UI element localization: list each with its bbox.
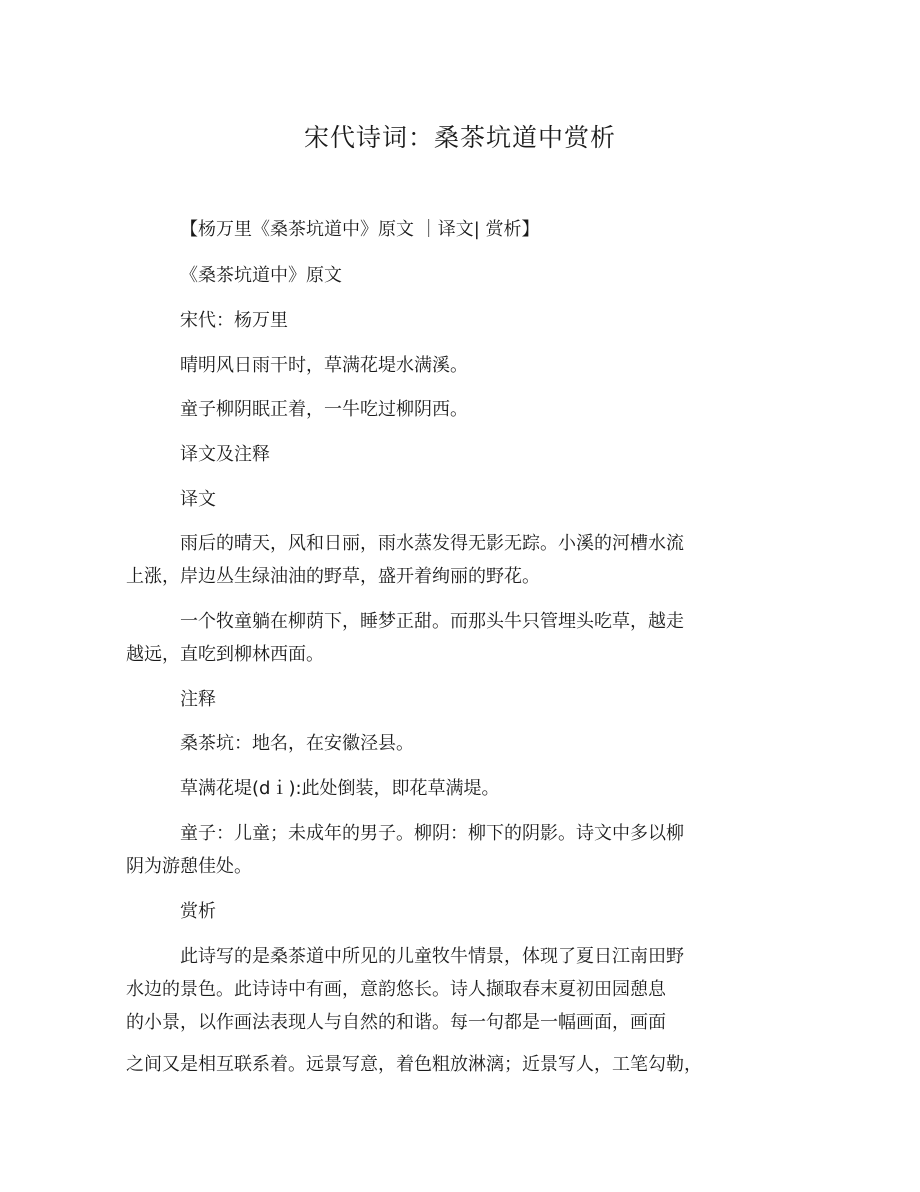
appreciation-heading: 赏析 — [180, 901, 216, 922]
note-3-line-2: 阴为游憩佳处。 — [126, 856, 252, 877]
translation-paragraph-1-line-2: 上涨，岸边丛生绿油油的野草，盛开着绚丽的野花。 — [126, 566, 540, 587]
translation-heading: 译文 — [180, 489, 216, 510]
appreciation-line-1: 此诗写的是桑茶道中所见的儿童牧牛情景，体现了夏日江南田野 — [180, 946, 684, 967]
appreciation-line-2: 水边的景色。此诗诗中有画，意韵悠长。诗人撷取春末夏初田园憩息 — [126, 979, 666, 1000]
appreciation-line-3: 的小景，以作画法表现人与自然的和谐。每一句都是一幅画面，画面 — [126, 1012, 666, 1033]
translation-paragraph-2-line-2: 越远，直吃到柳林西面。 — [126, 644, 324, 665]
note-2: 草满花堤(dｉ):此处倒装，即花草满堤。 — [180, 778, 500, 799]
poem-line-1: 晴明风日雨干时，草满花堤水满溪。 — [180, 355, 468, 376]
notes-heading: 注释 — [180, 689, 216, 710]
page-title: 宋代诗词：桑茶坑道中赏析 — [303, 123, 616, 152]
note-3-line-1: 童子：儿童；未成年的男子。柳阴：柳下的阴影。诗文中多以柳 — [180, 823, 684, 844]
translation-paragraph-1-line-1: 雨后的晴天，风和日丽，雨水蒸发得无影无踪。小溪的河槽水流 — [180, 533, 684, 554]
poem-line-2: 童子柳阴眠正着，一牛吃过柳阴西。 — [180, 399, 468, 420]
note-1: 桑茶坑：地名，在安徽泾县。 — [180, 733, 414, 754]
source-heading: 【杨万里《桑茶坑道中》原文 ｜译文| 赏析】 — [180, 219, 540, 240]
author-line: 宋代：杨万里 — [180, 310, 288, 331]
translation-paragraph-2-line-1: 一个牧童躺在柳荫下，睡梦正甜。而那头牛只管埋头吃草，越走 — [180, 611, 684, 632]
translation-notes-heading: 译文及注释 — [180, 444, 270, 465]
appreciation-line-4: 之间又是相互联系着。远景写意，着色粗放淋漓；近景写人，工笔勾勒， — [126, 1054, 702, 1075]
original-text-heading: 《桑茶坑道中》原文 — [180, 265, 342, 286]
